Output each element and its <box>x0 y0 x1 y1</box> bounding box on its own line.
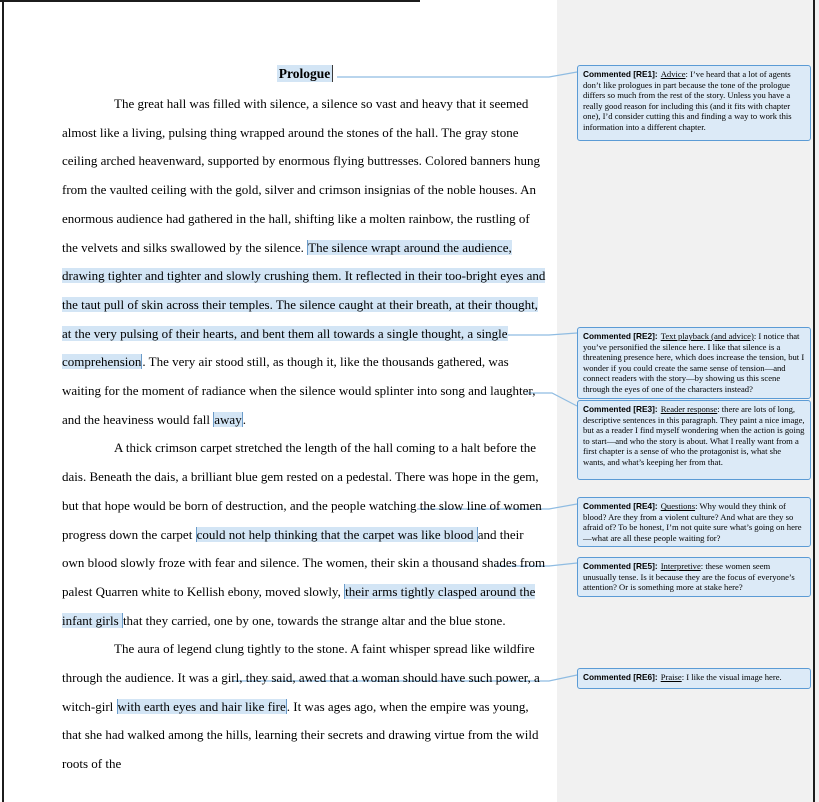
comment-separator: : <box>695 501 700 511</box>
body-text[interactable]: . The very air stood still, as though it, like the thousands gathered, was waiting for the moment of radiance when the silence would splinter into song and laughter, and the heaviness would fall <box>62 354 536 427</box>
body-text[interactable]: A thick crimson carpet stretched the length of the hall coming to a halt before the dais. Beneath the dais, a brilliant blue gem rested on a pedestal. There was hope in the gem, but that hope would be born of destruction, and the people watching the slow line of women progress down the carpet <box>62 440 542 542</box>
commented-text-highlight-re3[interactable]: away <box>214 411 242 427</box>
body-text[interactable]: The aura of legend clung tightly to the stone. A faint whisper spread like wildfire through the audience. It was a girl, they said, awed that a woman should have such power, a witch-girl <box>62 641 540 714</box>
body-text[interactable]: The great hall was filled with silence, a silence so vast and heavy that it seemed almost like a living, pulsing thing wrapped around the stones of the hall. The gray stone ceiling arched heavenward, supported by enormous flying buttresses. Colored banners hung from the vaulted ceiling with the gold, silver and crimson insignias of the noble houses. An enormous audience had gathered in the hall, shifting like a molten rainbow, the rustling of the velvets and silks swallowed by the silence. <box>62 96 540 255</box>
comment-re5[interactable] <box>577 557 811 597</box>
comment-re2-category: Text playback (and advice) <box>660 331 754 341</box>
body-text[interactable]: that they carried, one by one, towards the strange altar and the blue stone. <box>122 612 506 628</box>
comment-re4[interactable] <box>577 497 811 547</box>
comment-re1-category: Advice <box>660 69 686 79</box>
commented-text-highlight-re5[interactable]: their arms tightly clasped around the infant girls <box>62 583 536 628</box>
paragraph-1[interactable] <box>62 90 548 434</box>
window-border-right <box>813 0 815 802</box>
body-text[interactable]: . It was ages ago, when the empire was young, that she had walked among the hills, learning their secrets and drawing virtue from the wild roots of the <box>62 698 539 772</box>
body-text[interactable]: and their own blood slowly froze with fear and silence. The women, their skin a thousand shades from palest Quarren white to Kellish ebony, moved slowly, <box>62 526 546 599</box>
comment-separator: : <box>700 561 706 571</box>
comment-re6[interactable] <box>577 668 811 689</box>
comment-re5-label: Commented [RE5]: <box>583 561 658 571</box>
body-text[interactable]: . <box>242 411 246 427</box>
comment-re1-label: Commented [RE1]: <box>583 69 658 79</box>
comment-separator: : <box>685 69 691 79</box>
document-body[interactable] <box>62 62 548 779</box>
commented-text-highlight-re4[interactable]: could not help thinking that the carpet was like blood <box>196 526 477 542</box>
title-highlight[interactable]: Prologue <box>277 65 334 82</box>
comment-re2-label: Commented [RE2]: <box>583 331 658 341</box>
comment-re3-body: there are lots of long, descriptive sentences in this paragraph. They paint a nice image, but as a reader I find myself wondering when the action is going to start—and who the story is about. What I really want from a first chapter is a sense of who the protagonist is, what she wants, and what’s keeping her from that. <box>583 404 805 467</box>
comment-re2[interactable] <box>577 327 811 399</box>
comment-separator: : <box>717 404 722 414</box>
comment-re6-label: Commented [RE6]: <box>583 672 658 682</box>
paragraph-2[interactable] <box>62 434 548 635</box>
page-border-top <box>0 0 420 2</box>
comment-re3-category: Reader response <box>660 404 718 414</box>
commented-text-highlight-re2[interactable]: The silence wrapt around the audience, drawing tighter and tighter and slowly crushing them. It reflected in their too-bright eyes and the taut pull of skin across their temples. The silence caught at their breath, at their thought, at the very pulsing of their hearts, and bent them all towards a single thought, a single comprehension <box>62 239 546 370</box>
comment-re6-category: Praise <box>660 672 682 682</box>
comment-separator: : <box>753 331 759 341</box>
page-border-left <box>2 0 4 802</box>
comment-re4-label: Commented [RE4]: <box>583 501 658 511</box>
comment-re1[interactable] <box>577 65 811 141</box>
comment-separator: : <box>681 672 687 682</box>
document-title <box>62 62 548 90</box>
comment-re4-category: Questions <box>660 501 696 511</box>
comment-re5-body: these women seem unusually tense. Is it because they are the focus of everyone’s attention? Or is something more at stake here? <box>583 561 795 593</box>
comment-re5-category: Interpretive <box>660 561 701 571</box>
comment-re6-body: I like the visual image here. <box>686 672 782 682</box>
paragraph-3[interactable] <box>62 635 548 779</box>
comment-re4-body: Why would they think of blood? Are they from a violent culture? And what are they so afraid of? To be honest, I’m not quite sure what’s going on here—what are all these people waiting for? <box>583 501 802 543</box>
comment-re1-body: I’ve heard that a lot of agents don’t like prologues in part because the tone of the prologue differs so much from the rest of the story. Unless you have a really good reason for including this (and it fits with chapter one), I’d consider cutting this and finding a way to work this information into a different chapter. <box>583 69 792 132</box>
comment-re3[interactable] <box>577 400 811 480</box>
commented-text-highlight-re6[interactable]: with earth eyes and hair like fire <box>117 698 286 714</box>
comment-re3-label: Commented [RE3]: <box>583 404 658 414</box>
comment-re2-body: I notice that you’ve personified the silence here. I like that silence is a threatening presence here, which does increase the tension, but I wonder if you could create the same sense of tension—and connect readers with the story—by showing us this scene through the eyes of one of the characters instead? <box>583 331 805 394</box>
